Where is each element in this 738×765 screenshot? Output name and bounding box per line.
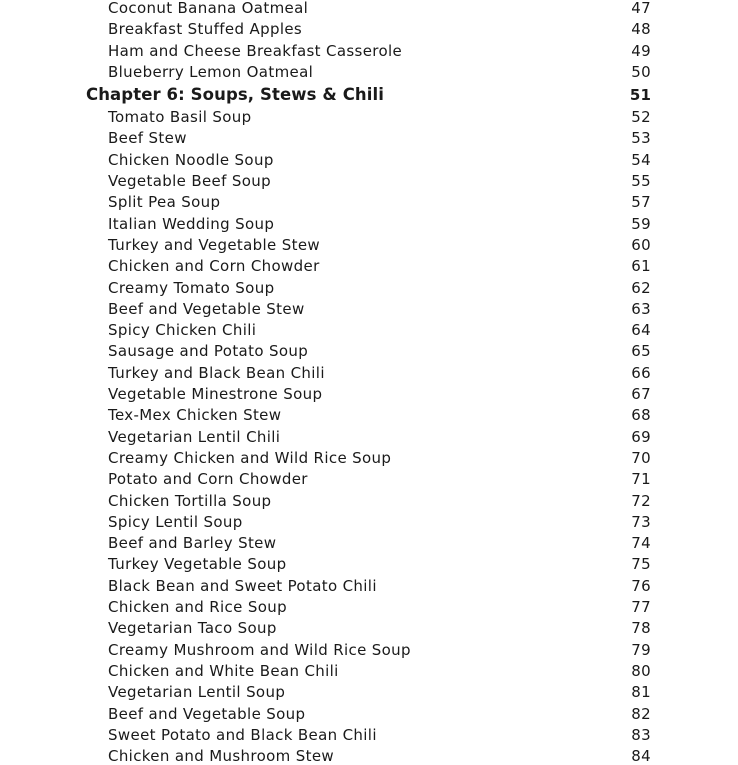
toc-entry-title: Black Bean and Sweet Potato Chili <box>108 576 377 595</box>
toc-entry-title: Chicken and Mushroom Stew <box>108 747 335 765</box>
toc-entry-title: Coconut Banana Oatmeal <box>108 0 309 17</box>
chapter-page: 51 <box>629 86 651 105</box>
toc-entry <box>0 533 738 554</box>
toc-entry-page: 76 <box>631 576 651 595</box>
toc-entry-page: 53 <box>631 129 651 148</box>
toc-entry-page: 61 <box>631 257 651 276</box>
toc-entry-page: 47 <box>631 0 651 17</box>
toc-entry-page: 75 <box>631 555 651 574</box>
toc-entry-title: Breakfast Stuffed Apples <box>108 20 303 39</box>
toc-entry-title: Tex-Mex Chicken Stew <box>108 406 282 425</box>
toc-entry <box>0 427 738 448</box>
toc-entry-title: Beef Stew <box>108 129 187 148</box>
toc-entry-page: 64 <box>631 321 651 340</box>
toc-entry-page: 66 <box>631 363 651 382</box>
toc-entry-page: 60 <box>631 235 651 254</box>
toc-entry-page: 71 <box>631 470 651 489</box>
toc-entry <box>0 235 738 256</box>
toc-entry <box>0 150 738 171</box>
toc-entry-page: 65 <box>631 342 651 361</box>
toc-entry <box>0 491 738 512</box>
toc-entry <box>0 278 738 299</box>
chapter-heading <box>0 83 738 107</box>
toc-entry <box>0 704 738 725</box>
toc-entry <box>0 725 738 746</box>
toc-entry <box>0 62 738 83</box>
toc-entry-page: 54 <box>631 150 651 169</box>
toc-entry-title: Ham and Cheese Breakfast Casserole <box>108 41 403 60</box>
toc-entry <box>0 405 738 426</box>
toc-entry-title: Chicken Noodle Soup <box>108 150 274 169</box>
toc-entry-page: 52 <box>631 108 651 127</box>
toc-entry-title: Vegetable Minestrone Soup <box>108 385 323 404</box>
toc-entry-page: 78 <box>631 619 651 638</box>
toc-entry <box>0 320 738 341</box>
toc-entry-page: 84 <box>631 747 651 765</box>
toc-entry <box>0 107 738 128</box>
toc-entry <box>0 214 738 235</box>
toc-entry-title: Vegetarian Lentil Soup <box>108 683 286 702</box>
toc-entry-title: Vegetable Beef Soup <box>108 172 272 191</box>
toc-entry <box>0 299 738 320</box>
toc-entry <box>0 512 738 533</box>
toc-entry-page: 63 <box>631 299 651 318</box>
toc-entry-page: 81 <box>631 683 651 702</box>
toc-entry-title: Vegetarian Lentil Chili <box>108 427 281 446</box>
toc-entry-page: 79 <box>631 640 651 659</box>
toc-entry-page: 72 <box>631 491 651 510</box>
toc-entry <box>0 469 738 490</box>
toc-entry <box>0 0 738 19</box>
toc-entry-page: 67 <box>631 385 651 404</box>
toc-entry-page: 68 <box>631 406 651 425</box>
toc-entry <box>0 171 738 192</box>
toc-entry <box>0 128 738 149</box>
toc-entry <box>0 597 738 618</box>
toc-entry-title: Beef and Barley Stew <box>108 534 277 553</box>
toc-entry-title: Italian Wedding Soup <box>108 214 275 233</box>
toc-entry-page: 77 <box>631 598 651 617</box>
toc-entry-title: Vegetarian Taco Soup <box>108 619 277 638</box>
toc-entry-title: Tomato Basil Soup <box>108 108 252 127</box>
toc-entry-title: Turkey Vegetable Soup <box>108 555 287 574</box>
toc-entry <box>0 554 738 575</box>
toc-entry-title: Chicken and Rice Soup <box>108 598 287 617</box>
toc-entry <box>0 192 738 213</box>
toc-entry-title: Creamy Tomato Soup <box>108 278 275 297</box>
toc-entry <box>0 640 738 661</box>
toc-entry-title: Creamy Mushroom and Wild Rice Soup <box>108 640 411 659</box>
toc-entry-title: Chicken Tortilla Soup <box>108 491 272 510</box>
toc-entry-page: 59 <box>631 214 651 233</box>
toc-entry <box>0 448 738 469</box>
toc-entry-page: 49 <box>631 41 651 60</box>
toc-entry-page: 69 <box>631 427 651 446</box>
toc-entry <box>0 576 738 597</box>
toc-entry-title: Beef and Vegetable Soup <box>108 704 306 723</box>
toc-entry-page: 83 <box>631 725 651 744</box>
toc-entry-page: 74 <box>631 534 651 553</box>
toc-entry <box>0 384 738 405</box>
toc-entry-page: 48 <box>631 20 651 39</box>
toc-entry-title: Split Pea Soup <box>108 193 221 212</box>
toc-entry-title: Spicy Chicken Chili <box>108 321 257 340</box>
toc-entry-page: 50 <box>631 62 651 81</box>
toc-entry <box>0 256 738 277</box>
toc-entry <box>0 618 738 639</box>
toc-entry <box>0 41 738 62</box>
toc-entry-title: Sweet Potato and Black Bean Chili <box>108 725 377 744</box>
toc-entry <box>0 746 738 765</box>
toc-entry-title: Creamy Chicken and Wild Rice Soup <box>108 448 392 467</box>
toc-entry-title: Potato and Corn Chowder <box>108 470 308 489</box>
toc-entry-page: 57 <box>631 193 651 212</box>
toc-entry-title: Beef and Vegetable Stew <box>108 299 305 318</box>
toc-entry-title: Chicken and White Bean Chili <box>108 661 339 680</box>
toc-entry-page: 62 <box>631 278 651 297</box>
toc-entry <box>0 341 738 362</box>
toc-entry-page: 55 <box>631 172 651 191</box>
toc-entry-title: Sausage and Potato Soup <box>108 342 309 361</box>
toc-entry <box>0 682 738 703</box>
toc-entry-title: Turkey and Vegetable Stew <box>108 235 321 254</box>
toc-entry <box>0 661 738 682</box>
toc-entry-page: 70 <box>631 448 651 467</box>
toc-entry-title: Turkey and Black Bean Chili <box>108 363 325 382</box>
toc-entry-page: 73 <box>631 512 651 531</box>
toc-entry-title: Blueberry Lemon Oatmeal <box>108 62 314 81</box>
toc-entry-page: 82 <box>631 704 651 723</box>
toc-entry <box>0 19 738 40</box>
toc-entry-title: Spicy Lentil Soup <box>108 512 243 531</box>
toc-entry-page: 80 <box>631 661 651 680</box>
toc-entry <box>0 363 738 384</box>
chapter-title: Chapter 6: Soups, Stews & Chili <box>86 85 385 105</box>
toc-entry-title: Chicken and Corn Chowder <box>108 257 320 276</box>
